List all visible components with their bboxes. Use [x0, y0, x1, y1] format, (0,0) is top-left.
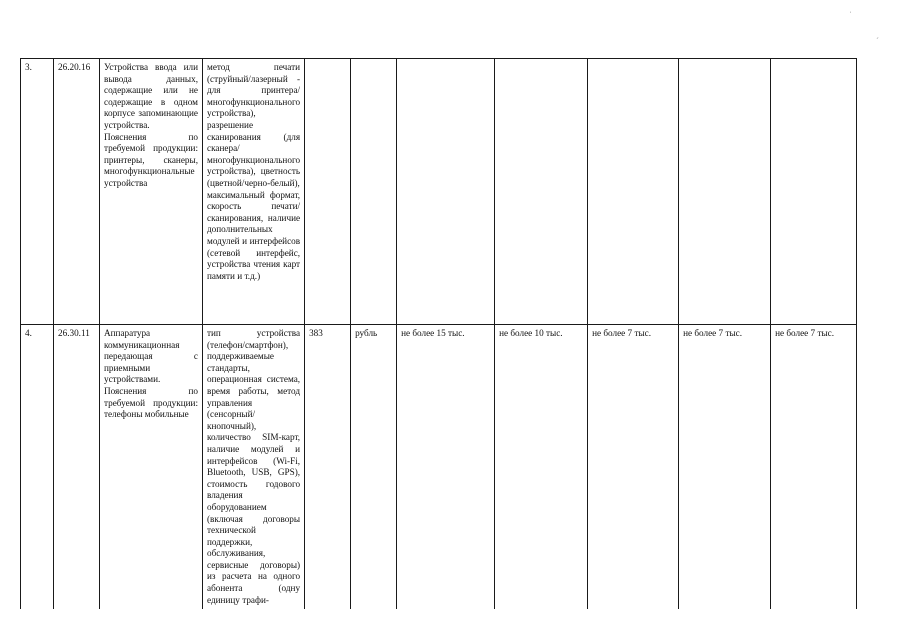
- value-cell: [679, 59, 771, 325]
- unit-name: [351, 59, 397, 325]
- value-cell: [495, 59, 588, 325]
- table-row: [21, 59, 857, 325]
- row-number: 4.: [21, 325, 54, 610]
- characteristics: метод печати (струйный/лазерный - для принтера/ многофункционального устройства), разрешение сканирования (для сканера/ многофункционального устройства), цветность (цветной/черно-белый), максимальный формат, скорость печати/сканирования, наличие дополнительных модулей и интерфейсов (сетевой интерфейс, устройства чтения карт памяти и т.д.): [203, 59, 305, 325]
- unit-name: рубль: [351, 325, 397, 610]
- value-cell: не более 7 тыс.: [771, 325, 857, 610]
- okpd2-code: 26.30.11: [54, 325, 100, 610]
- okpd2-code: 26.20.16: [54, 59, 100, 325]
- table-row: [21, 325, 857, 610]
- value-cell: [771, 59, 857, 325]
- requirements-table: [20, 58, 857, 609]
- value-cell: не более 15 тыс.: [397, 325, 495, 610]
- value-cell: [397, 59, 495, 325]
- scan-speck: ˊ: [876, 36, 879, 46]
- okei-code: 383: [305, 325, 351, 610]
- value-cell: не более 7 тыс.: [588, 325, 679, 610]
- okei-code: [305, 59, 351, 325]
- product-name: Аппаратура коммуникационная передающая с приемными устройствами. Пояснения по требуемой продукции: телефоны мобильные: [100, 325, 203, 610]
- value-cell: не более 10 тыс.: [495, 325, 588, 610]
- scan-speck: ˈ: [849, 10, 852, 20]
- row-number: 3.: [21, 59, 54, 325]
- product-name: Устройства ввода или вывода данных, содержащие или не содержащие в одном корпусе запоминающие устройства. Пояснения по требуемой продукции: принтеры, сканеры, многофункциональные устройства: [100, 59, 203, 325]
- value-cell: не более 7 тыс.: [679, 325, 771, 610]
- value-cell: [588, 59, 679, 325]
- characteristics: тип устройства (телефон/смартфон), поддерживаемые стандарты, операционная система, время работы, метод управления (сенсорный/ кнопочный), количество SIM-карт, наличие модулей и интерфейсов (Wi-Fi, Bluetooth, USB, GPS), стоимость годового владения оборудованием (включая договоры технической поддержки, обслуживания, сервисные договоры) из расчета на одного абонента (одну единицу трафи-: [203, 325, 305, 610]
